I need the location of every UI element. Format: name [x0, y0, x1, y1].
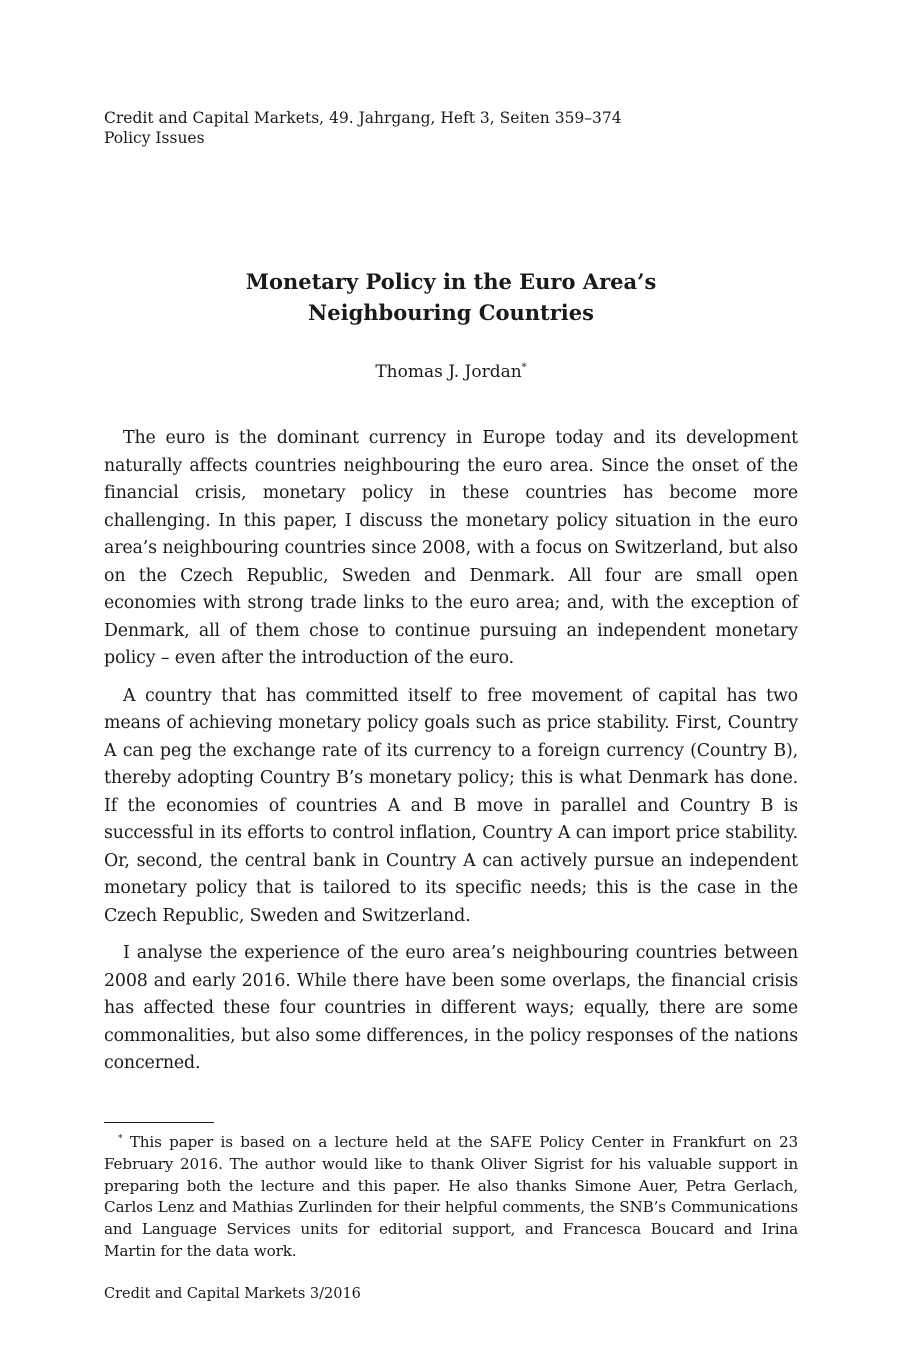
body-paragraph-2: A country that has committed itself to free movement of capital has two means of achieving monetary policy goals such as price stability. First, Country A can peg the exchange rate of its currency to a foreign currency (Country B), thereby adopting Country B’s monetary policy; this is what Denmark has done. If the economies of countries A and B move in parallel and Country B is successful in its efforts to control inflation, Country A can import price stability. Or, second, the central bank in Country A can actively pursue an independent monetary policy that is tailored to its specific needs; this is the case in the Czech Republic, Sweden and Switzerland.	[104, 685, 798, 926]
footnote	[104, 1132, 798, 1263]
body-paragraph-3: I analyse the experience of the euro area’s neighbouring countries between 2008 and early 2016. While there have been some overlaps, the financial crisis has affected these four countries in different ways; equally, there are some commonalities, but also some differences, in the policy responses of the nations concerned.	[104, 943, 798, 1073]
journal-citation: Credit and Capital Markets, 49. Jahrgang, Heft 3, Seiten 359–374	[104, 109, 622, 127]
paper-page	[104, 0, 798, 1366]
body-paragraph-1: The euro is the dominant currency in Europe today and its development naturally affects countries neighbouring the euro area. Since the onset of the financial crisis, monetary policy in these countries has become more challenging. In this paper, I discuss the monetary policy situation in the euro area’s neighbouring countries since 2008, with a focus on Switzerland, but also on the Czech Republic, Sweden and Denmark. All four are small open economies with strong trade links to the euro area; and, with the exception of Denmark, all of them chose to continue pursuing an independent monetary policy – even after the introduction of the euro.	[104, 428, 798, 668]
article-title	[104, 266, 798, 328]
footnote-text: This paper is based on a lecture held at the SAFE Policy Center in Frankfurt on 23 February 2016. The author would like to thank Oliver Sigrist for his valuable support in preparing both the lecture and this paper. He also thanks Simone Auer, Petra Gerlach, Carlos Lenz and Mathias Zurlinden for their helpful comments, the SNB’s Communications and Language Services units for editorial support, and Francesca Boucard and Irina Martin for the data work.	[104, 1133, 798, 1260]
author-name: Thomas J. Jordan	[375, 362, 522, 382]
author-byline	[104, 361, 798, 383]
running-footer: Credit and Capital Markets 3/2016	[104, 1286, 361, 1302]
footnote-separator	[104, 1122, 214, 1123]
article-body	[104, 425, 798, 1088]
author-footnote-mark: *	[521, 362, 527, 373]
running-header	[104, 108, 622, 148]
footnote-mark: *	[118, 1134, 123, 1144]
section-label: Policy Issues	[104, 129, 205, 147]
title-line-1: Monetary Policy in the Euro Area’s	[245, 269, 657, 294]
title-line-2: Neighbouring Countries	[308, 300, 594, 325]
